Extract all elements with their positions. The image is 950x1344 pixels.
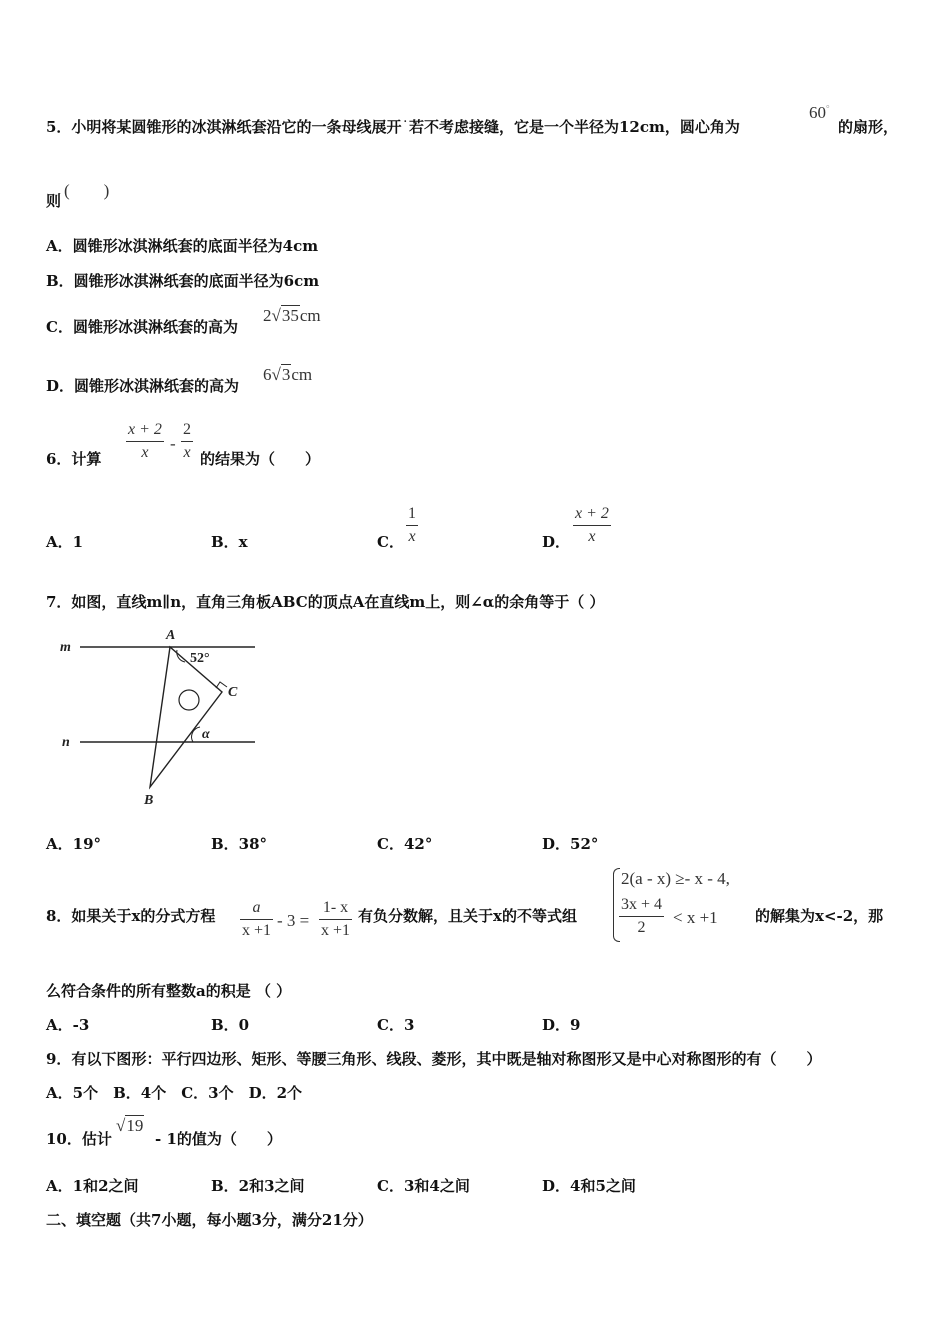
label-b: B [144, 793, 154, 808]
q8-option-c: C．3 [377, 1016, 415, 1034]
q5-then: 则 [46, 192, 62, 210]
q5-stem [46, 116, 740, 137]
q5-stem-b: 若不考虑接缝，它是一个半径为12cm，圆心角为 [408, 118, 740, 136]
q5-answer-paren: ( ) [64, 181, 110, 200]
q5-stem-dot: ˙ [401, 118, 409, 136]
q5-stem-a: 5．小明将某圆锥形的冰淇淋纸套沿它的一条母线展开 [46, 118, 402, 136]
q8-eq-den1: x +1 [242, 922, 272, 939]
q10-radicand: 19 [126, 1116, 144, 1135]
q6-option-b: B．x [211, 533, 248, 551]
q5-d-unit: cm [291, 365, 313, 384]
q5-angle-value [809, 103, 830, 123]
q5-angle-degree-mark: ° [826, 103, 830, 114]
q8-equation-fraction-2 [319, 899, 352, 940]
q8-eq-den2: x +1 [321, 922, 351, 939]
q8-sys-num: 3x + 4 [621, 896, 663, 913]
q8-system-fraction [619, 896, 664, 937]
right-angle-mark [216, 682, 227, 688]
q5-option-c-formula: 2√35cm [263, 306, 321, 325]
q10-prefix: 10．估计 [46, 1130, 112, 1148]
q7-option-a: A．19° [46, 835, 102, 853]
q10-option-d: D．4和5之间 [542, 1177, 636, 1195]
q6-opt-c-bar [406, 525, 418, 526]
q10-option-a: A．1和2之间 [46, 1177, 139, 1195]
q9-stem: 9．有以下图形：平行四边形、矩形、等腰三角形、线段、菱形，其中既是轴对称图形又是中心对称图形的有（ ） [46, 1050, 822, 1068]
label-n: n [62, 735, 70, 750]
q6-opt-d-den: x [588, 528, 596, 545]
q10-option-c: C．3和4之间 [377, 1177, 470, 1195]
q7-figure [50, 620, 270, 815]
q6-fraction-1 [126, 421, 164, 462]
q6-f1-bar [126, 441, 164, 442]
label-a: A [166, 628, 176, 643]
q6-option-d-fraction [573, 505, 611, 546]
q5-option-b: B．圆锥形冰淇淋纸套的底面半径为6cm [46, 272, 320, 290]
q5-option-a: A．圆锥形冰淇淋纸套的底面半径为4cm [46, 237, 319, 255]
q6-option-c: C． [377, 533, 404, 551]
q8-option-a: A．-3 [46, 1016, 90, 1034]
q6-f2-den: x [183, 444, 191, 461]
q8-eq-bar2 [319, 919, 352, 920]
q5-d-coef: 6 [263, 365, 272, 384]
q8-sys-den: 2 [637, 919, 646, 936]
q6-suffix: 的结果为（ ） [200, 450, 321, 468]
q8-option-d: D．9 [542, 1016, 581, 1034]
label-52-degrees: 52° [190, 651, 210, 666]
angle-arc-alpha [192, 727, 200, 742]
q8-middle: 有负分数解，且关于x的不等式组 [358, 907, 577, 925]
q5-d-radicand: 3 [281, 365, 291, 384]
q8-option-b: B．0 [211, 1016, 250, 1034]
q8-prefix: 8．如果关于x的分式方程 [46, 907, 216, 925]
q6-option-c-fraction [406, 505, 418, 546]
q5-angle-number: 60 [809, 103, 826, 122]
q8-eq-num1: a [252, 899, 261, 916]
q6-option-d: D． [542, 533, 571, 551]
q5-c-unit: cm [299, 306, 321, 325]
q7-option-d: D．52° [542, 835, 599, 853]
q9-options: A．5个 B．4个 C．3个 D．2个 [46, 1084, 303, 1102]
q6-f2-bar [181, 441, 193, 442]
q6-f1-den: x [141, 444, 149, 461]
q6-prefix: 6．计算 [46, 450, 102, 468]
q6-opt-c-num: 1 [408, 505, 416, 522]
q5-stem-c: 的扇形， [838, 118, 899, 136]
triangle-hole [179, 690, 199, 710]
q10-sqrt: √19 [116, 1116, 144, 1135]
q8-equation-fraction-1 [240, 899, 273, 940]
q10-option-b: B．2和3之间 [211, 1177, 305, 1195]
q5-c-coef: 2 [263, 306, 272, 325]
q10-suffix: - 1的值为（ ） [155, 1130, 282, 1148]
q8-eq-mid: - 3 = [277, 911, 310, 930]
q6-fraction-2 [181, 421, 193, 462]
q5-option-d: D．圆锥形冰淇淋纸套的高为 [46, 377, 240, 395]
q6-option-a: A．1 [46, 533, 84, 551]
q6-opt-d-bar [573, 525, 611, 526]
label-alpha: α [202, 727, 210, 742]
q8-suffix: 的解集为x<-2，那 [755, 907, 884, 925]
q8-system-line-1: 2(a - x) ≥- x - 4, [621, 869, 730, 888]
label-c: C [228, 685, 238, 700]
q7-option-c: C．42° [377, 835, 433, 853]
label-m: m [60, 640, 71, 655]
q8-system-rhs: < x +1 [673, 908, 718, 927]
triangle-abc [150, 647, 222, 787]
q8-continuation: 么符合条件的所有整数a的积是 （ ） [46, 982, 292, 1000]
q7-stem: 7．如图，直线m∥n，直角三角板ABC的顶点A在直线m上，则∠α的余角等于（ ） [46, 593, 605, 611]
q6-opt-c-den: x [408, 528, 416, 545]
q6-f1-num: x + 2 [128, 421, 162, 438]
q8-eq-num2: 1- x [322, 899, 349, 916]
q5-option-c: C．圆锥形冰淇淋纸套的高为 [46, 318, 238, 336]
q6-opt-d-num: x + 2 [575, 505, 609, 522]
q8-sys-bar [619, 916, 664, 917]
section-2-heading: 二、填空题（共7小题，每小题3分，满分21分） [46, 1211, 373, 1229]
q8-eq-bar1 [240, 919, 273, 920]
q6-minus: - [170, 434, 176, 453]
q5-option-d-formula: 6√3cm [263, 365, 313, 384]
q5-c-radicand: 35 [281, 306, 299, 325]
q6-f2-num: 2 [183, 421, 191, 438]
q7-option-b: B．38° [211, 835, 268, 853]
